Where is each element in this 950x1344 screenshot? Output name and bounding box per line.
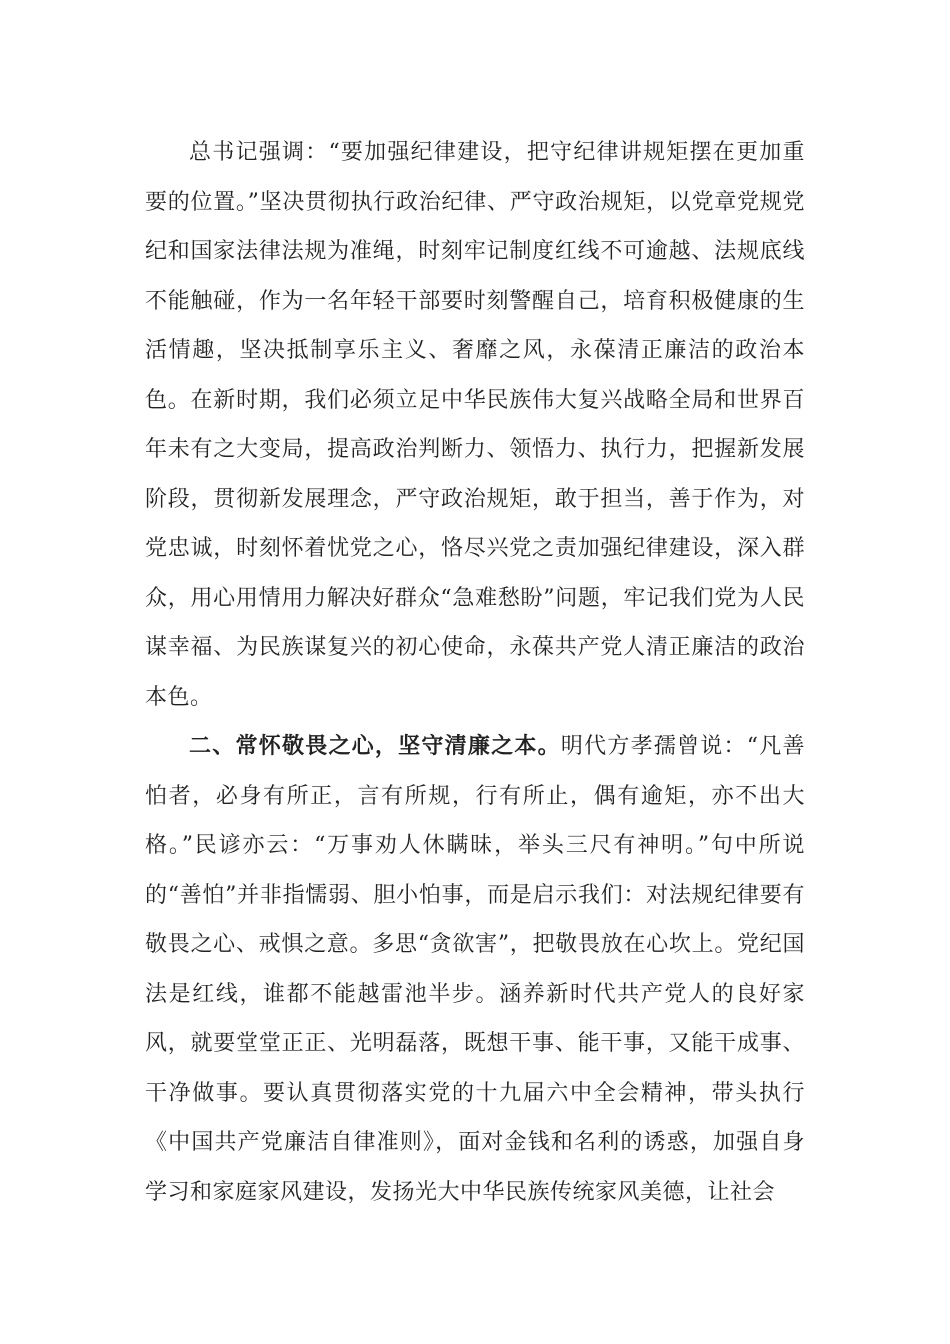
body-paragraph: [145, 128, 805, 722]
paragraph-text: 总书记强调：“要加强纪律建设，把守纪律讲规矩摆在更加重要的位置。”坚决贯彻执行政治纪律、严守政治规矩，以党章党规党纪和国家法律法规为准绳，时刻牢记制度红线不可逾越、法规底线不能触碰，作为一名年轻干部要时刻警醒自己，培育积极健康的生活情趣，坚决抵制享乐主义、奢靡之风，永葆清正廉洁的政治本色。在新时期，我们必须立足中华民族伟大复兴战略全局和世界百年未有之大变局，提高政治判断力、领悟力、执行力，把握新发展阶段，贯彻新发展理念，严守政治规矩，敢于担当，善于作为，对党忠诚，时刻怀着忧党之心，恪尽兴党之责加强纪律建设，深入群众，用心用情用力解决好群众“急难愁盼”问题，牢记我们党为人民谋幸福、为民族谋复兴的初心使命，永葆共产党人清正廉洁的政治本色。: [145, 140, 805, 710]
paragraph-text: 明代方孝孺曾说：“凡善怕者，必身有所正，言有所规，行有所止，偶有逾矩，亦不出大格。”民谚亦云：“万事劝人休瞒昧，举头三尺有神明。”句中所说的“善怕”并非指懦弱、胆小怕事，而是启示我们：对法规纪律要有敬畏之心、戒惧之意。多思“贪欲害”，把敬畏放在心坎上。党纪国法是红线，谁都不能越雷池半步。涵养新时代共产党人的良好家风，就要堂堂正正、光明磊落，既想干事、能干事，又能干成事、干净做事。要认真贯彻落实党的十九届六中全会精神，带头执行《中国共产党廉洁自律准则》，面对金钱和名利的诱惑，加强自身学习和家庭家风建设，发扬光大中华民族传统家风美德，让社会: [145, 734, 805, 1205]
section-paragraph: [145, 722, 805, 1217]
section-heading: 二、常怀敬畏之心，坚守清廉之本。: [189, 734, 561, 759]
